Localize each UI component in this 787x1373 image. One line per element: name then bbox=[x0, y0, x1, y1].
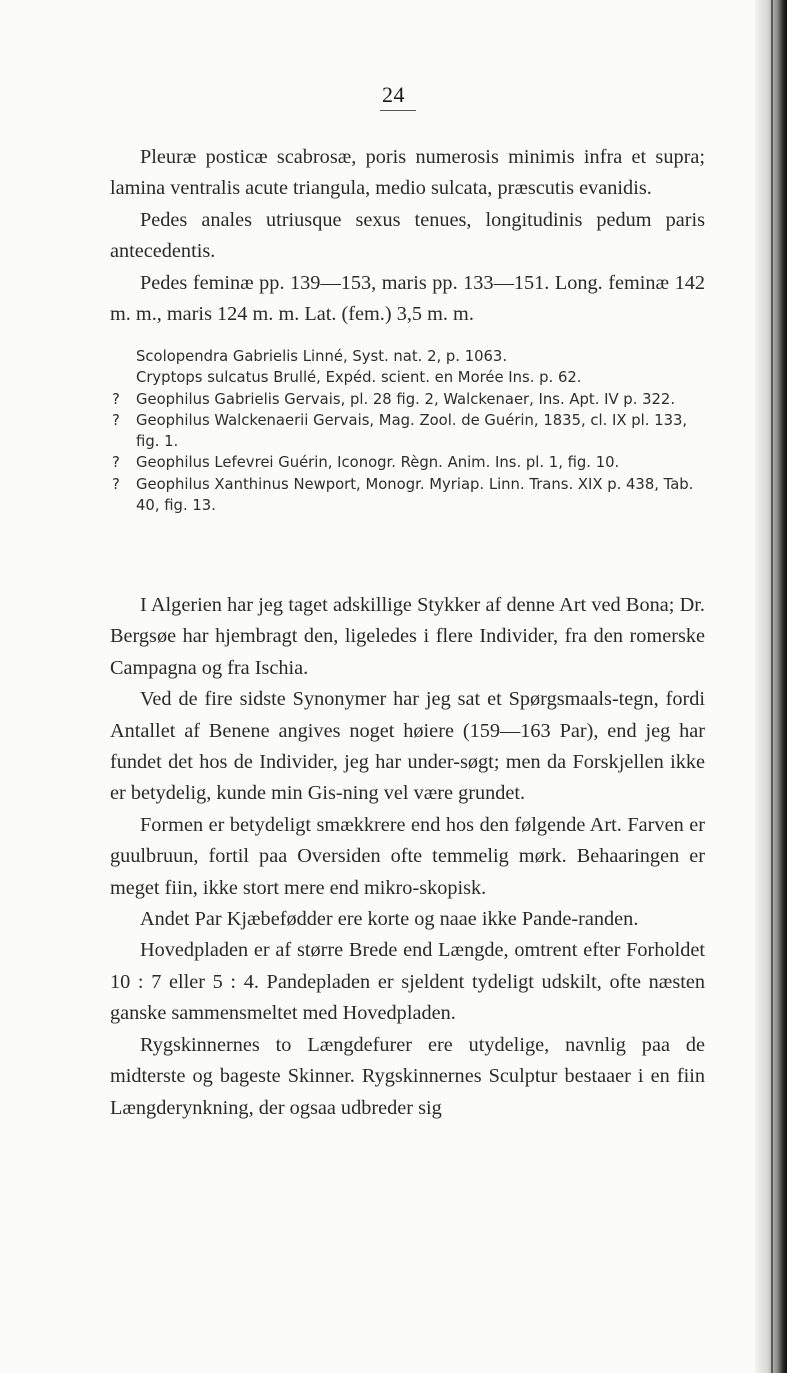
synonym-entry bbox=[112, 346, 707, 367]
query-mark: ? bbox=[112, 411, 120, 429]
danish-description bbox=[110, 590, 705, 1124]
paragraph-synonymer: Ved de fire sidste Synonymer har jeg sat et Spørgsmaals-tegn, fordi Antallet af Benene angives noget høiere (159—163 Par), end jeg har fundet det hos de Individer, jeg har under-søgt; men da Forskjellen ikke er betydelig, kunde min Gis-ning vel være grundet. bbox=[110, 688, 705, 805]
paragraph-algerien: I Algerien har jeg taget adskillige Stykker af denne Art ved Bona; Dr. Bergsøe har hjembragt den, ligeledes i flere Individer, fra den romerske Campagna og fra Ischia. bbox=[110, 594, 705, 679]
paragraph-rygskinnernes: Rygskinnernes to Længdefurer ere utydelige, navnlig paa de midterste og bageste Skinner. Rygskinnernes Sculptur bestaaer i en fiin Længderynkning, der ogsaa udbreder sig bbox=[110, 1033, 705, 1119]
paragraph-pedes-anales: Pedes anales utriusque sexus tenues, longitudinis pedum paris antecedentis. bbox=[110, 208, 705, 263]
synonym-text: Cryptops sulcatus Brullé, Expéd. scient. en Morée Ins. p. 62. bbox=[136, 369, 582, 387]
page-number: 24 bbox=[382, 82, 405, 107]
synonym-text: Geophilus Gabrielis Gervais, pl. 28 fig. 2, Walckenaer, Ins. Apt. IV p. 322. bbox=[136, 390, 676, 408]
latin-description bbox=[110, 142, 705, 330]
synonym-list bbox=[112, 346, 707, 516]
query-mark: ? bbox=[112, 454, 120, 472]
paragraph-hovedpladen: Hovedpladen er af større Brede end Længde, omtrent efter Forholdet 10 : 7 eller 5 : 4. Pandepladen er sjeldent tydeligt udskilt, ofte næsten ganske sammensmeltet med Hovedpladen. bbox=[110, 939, 705, 1025]
synonym-entry bbox=[112, 452, 707, 473]
paragraph-pedes-count: Pedes feminæ pp. 139—153, maris pp. 133—151. Long. feminæ 142 m. m., maris 124 m. m. Lat. (fem.) 3,5 m. m. bbox=[110, 271, 705, 326]
synonym-entry bbox=[112, 474, 707, 517]
query-mark: ? bbox=[112, 475, 120, 493]
synonym-entry bbox=[112, 389, 707, 410]
page-number-rule bbox=[380, 110, 416, 111]
paragraph-kjaebefodder: Andet Par Kjæbefødder ere korte og naae ikke Pande-randen. bbox=[140, 908, 639, 931]
synonym-entry bbox=[112, 410, 707, 453]
synonym-text: Scolopendra Gabrielis Linné, Syst. nat. 2, p. 1063. bbox=[136, 348, 508, 365]
page-edge-line bbox=[771, 0, 773, 1373]
synonym-text: Geophilus Walckenaerii Gervais, Mag. Zool. de Guérin, 1835, cl. IX pl. 133, fig. 1. bbox=[136, 411, 688, 451]
query-mark: ? bbox=[112, 390, 120, 408]
paragraph-pleurae: Pleuræ posticæ scabrosæ, poris numerosis minimis infra et supra; lamina ventralis acute triangula, medio sulcata, præscutis evanidis. bbox=[110, 146, 705, 200]
synonym-text: Geophilus Lefevrei Guérin, Iconogr. Règn. Anim. Ins. pl. 1, fig. 10. bbox=[136, 454, 620, 472]
paragraph-formen: Formen er betydeligt smækkrere end hos den følgende Art. Farven er guulbruun, fortil paa Oversiden ofte temmelig mørk. Behaaringen er meget fiin, ikke stort mere end mikro-skopisk. bbox=[110, 813, 705, 899]
synonym-text: Geophilus Xanthinus Newport, Monogr. Myriap. Linn. Trans. XIX p. 438, Tab. 40, fig. 13. bbox=[136, 475, 694, 515]
synonym-entry bbox=[112, 367, 707, 388]
